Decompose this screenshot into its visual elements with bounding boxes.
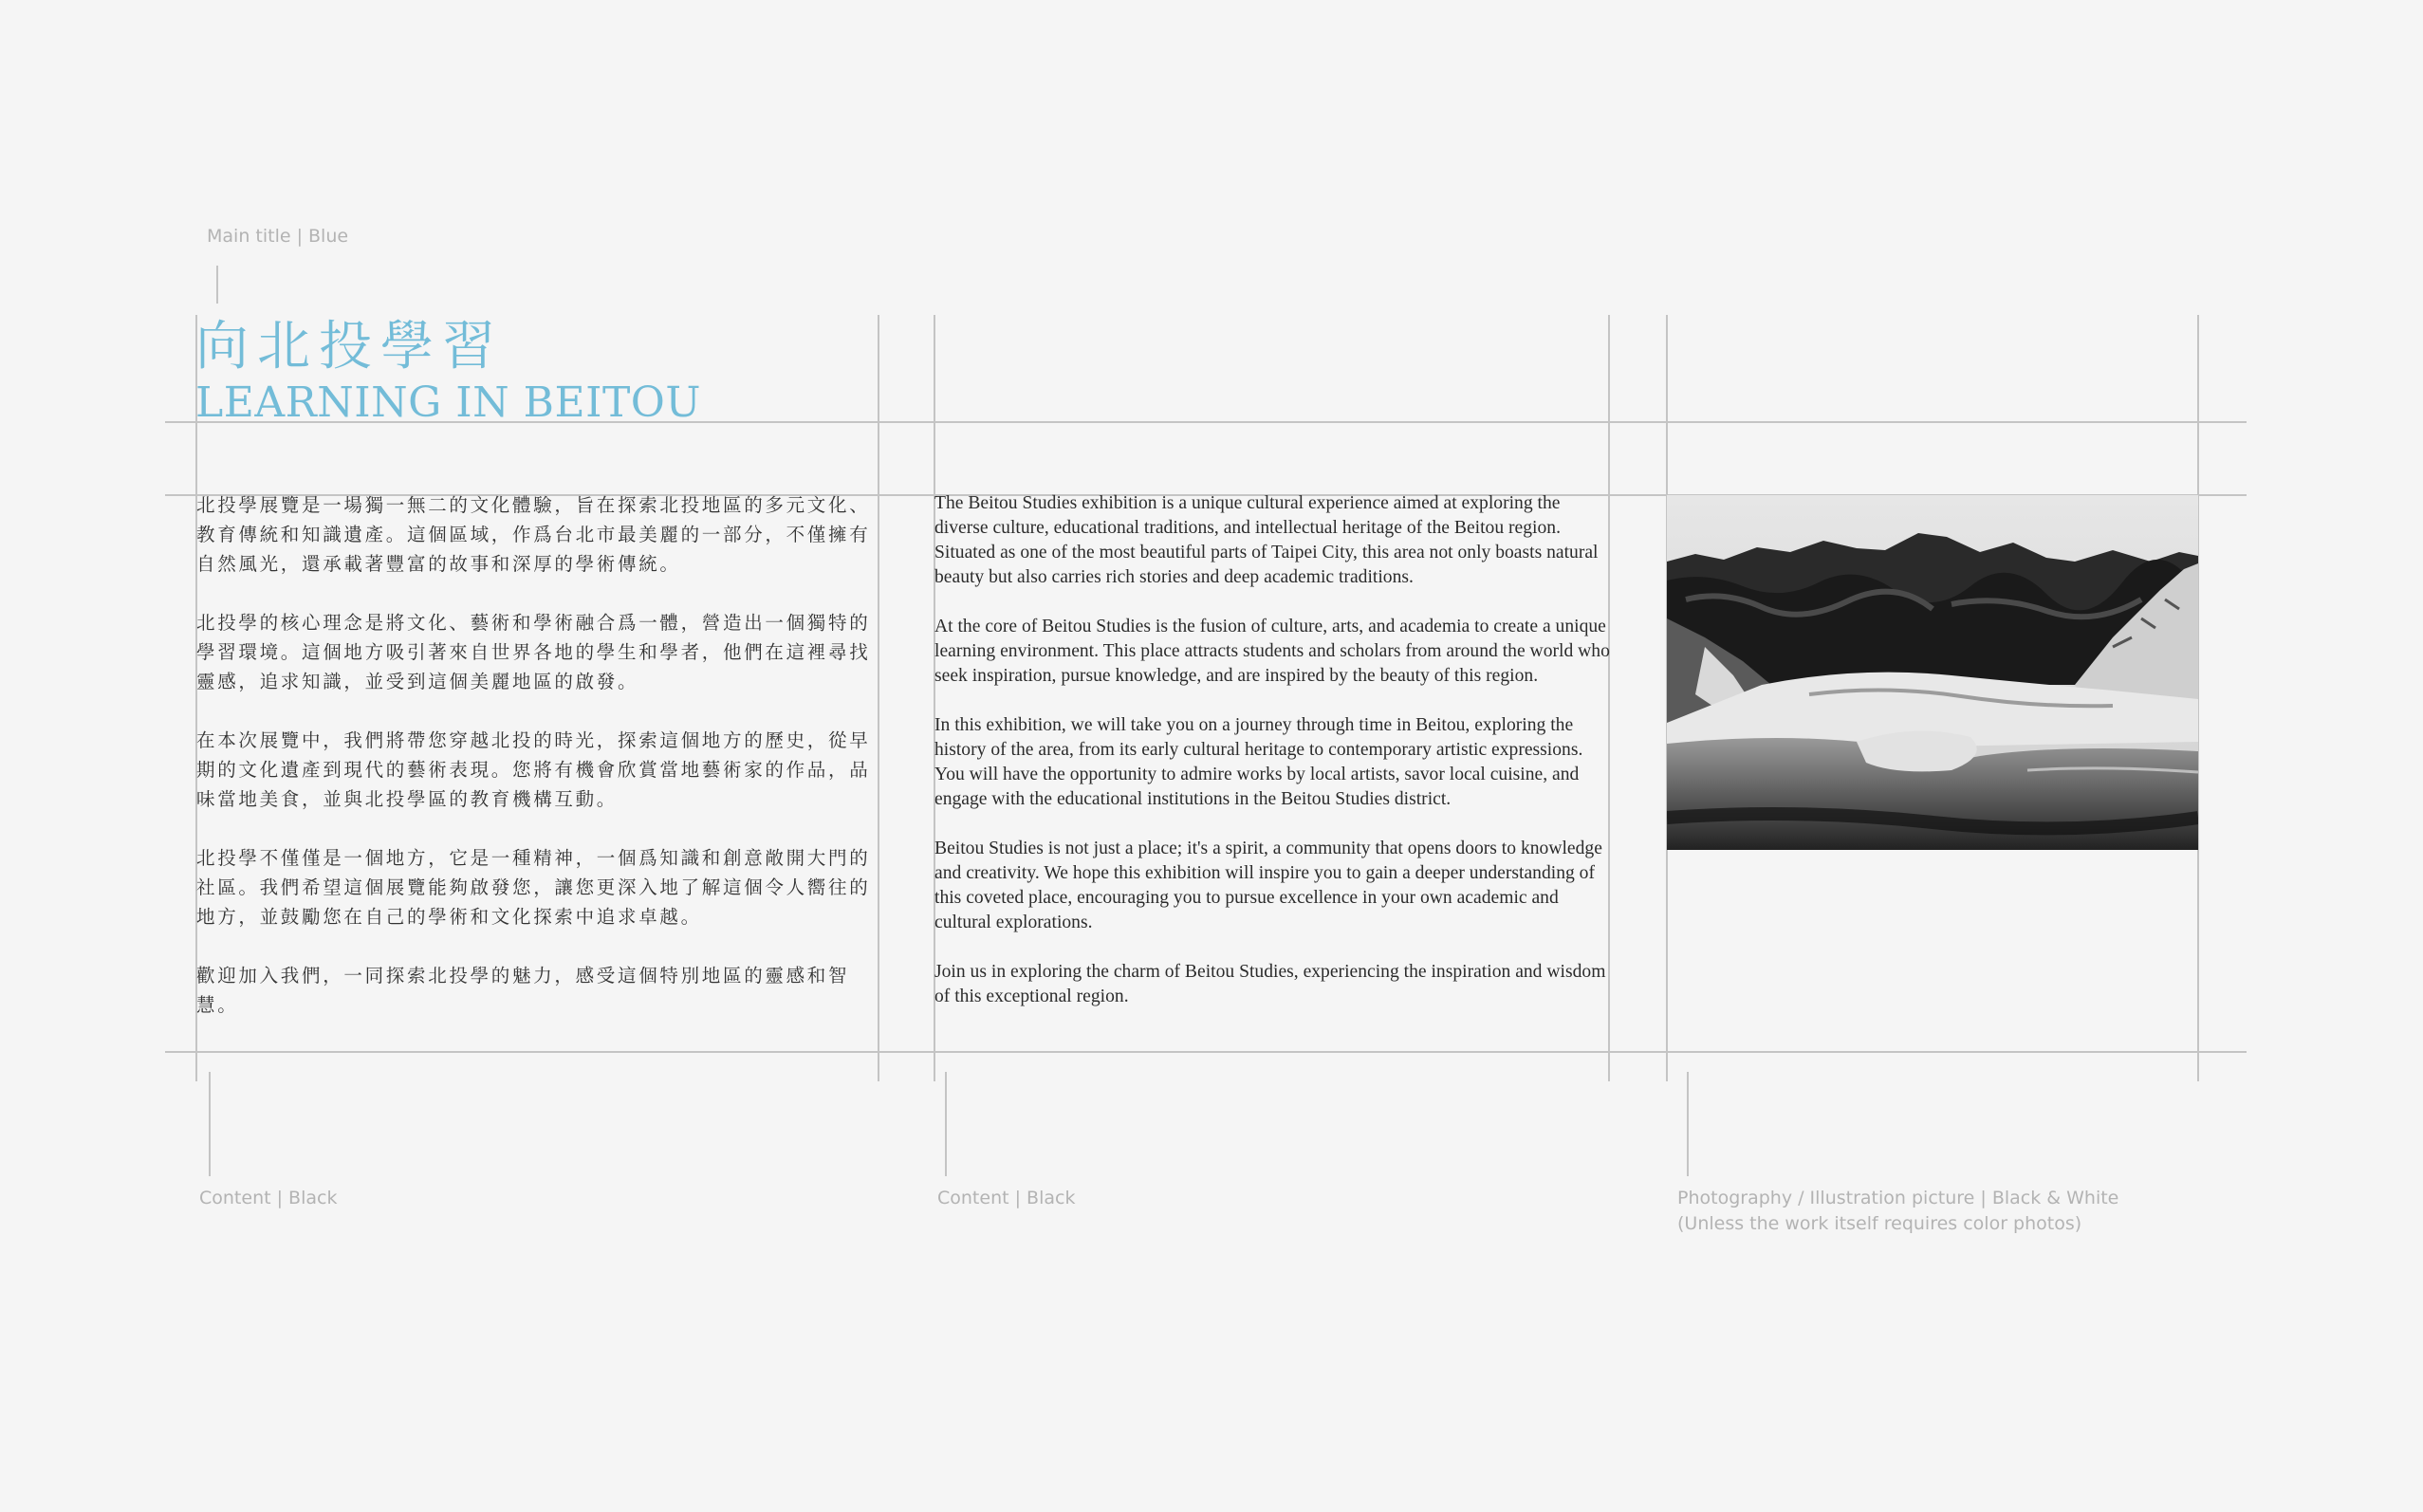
zh-paragraph: 北投學不僅僅是一個地方，它是一種精神，一個爲知識和創意敞開大門的社區。我們希望這個展覽能夠啟發您，讓您更深入地了解這個令人嚮往的地方，並鼓勵您在自己的學術和文化探索中追求卓越。 [196,847,871,928]
zh-paragraph: 在本次展覽中，我們將帶您穿越北投的時光，探索這個地方的歷史，從早期的文化遺產到現代的藝術表現。您將有機會欣賞當地藝術家的作品，品味當地美食，並與北投學區的教育機構互動。 [196,729,871,810]
main-title-english: LEARNING IN BEITOU [195,378,701,427]
annotation-leader-title [216,266,218,304]
annotation-leader-content-middle [945,1072,947,1176]
zh-paragraph: 歡迎加入我們，一同探索北投學的魅力，感受這個特別地區的靈感和智慧。 [196,965,850,1016]
annotation-content-left: Content | Black [199,1188,338,1208]
zh-paragraph: 北投學的核心理念是將文化、藝術和學術融合爲一體，營造出一個獨特的學習環境。這個地方吸引著來自世界各地的學生和學者，他們在這裡尋找靈感，追求知識，並受到這個美麗地區的啟發。 [196,612,871,692]
annotation-content-middle: Content | Black [937,1188,1076,1208]
main-title-chinese: 向北投學習 [195,316,504,378]
en-paragraph: The Beitou Studies exhibition is a unique cultural experience aimed at exploring the diverse culture, educational traditions, and intellectual heritage of the Beitou region. Situated as one of the most beautiful parts of Taipei City, this area not only boasts natural beauty but also carries rich stories and deep academic traditions. [934,493,1599,587]
landscape-photo [1667,495,2198,850]
annotation-photo-line2: (Unless the work itself requires color photos) [1677,1213,2082,1234]
annotation-photo-line1: Photography / Illustration picture | Black & White [1677,1188,2119,1208]
zh-paragraph: 北投學展覽是一場獨一無二的文化體驗，旨在探索北投地區的多元文化、教育傳統和知識遺產。這個區域，作爲台北市最美麗的一部分，不僅擁有自然風光，還承載著豐富的故事和深厚的學術傳統。 [196,494,871,575]
en-paragraph: At the core of Beitou Studies is the fusion of culture, arts, and academia to create a unique learning environment. This place attracts students and scholars from around the world who seek inspiration, pursue knowledge, and are inspired by the beauty of this region. [934,617,1610,686]
annotation-main-title: Main title | Blue [207,226,349,247]
content-column-chinese [196,490,879,1049]
annotation-leader-photo [1687,1072,1689,1176]
en-paragraph: In this exhibition, we will take you on a journey through time in Beitou, exploring the history of the area, from its early cultural heritage to contemporary artistic expressions. You will have the opportunity to admire works by local artists, savor local cuisine, and engage with the educational institutions in the Beitou Studies district. [934,715,1583,809]
grid-line-bottom [165,1051,2247,1053]
annotation-leader-content-left [209,1072,211,1176]
content-column-english [934,491,1613,1034]
en-paragraph: Join us in exploring the charm of Beitou Studies, experiencing the inspiration and wisdom of this exceptional region. [934,962,1606,1006]
annotation-photo [1677,1186,2118,1237]
en-paragraph: Beitou Studies is not just a place; it's a spirit, a community that opens doors to knowledge and creativity. We hope this exhibition will inspire you to gain a deeper understanding of this coveted place, encouraging you to pursue excellence in your own academic and cultural explorations. [934,839,1602,932]
